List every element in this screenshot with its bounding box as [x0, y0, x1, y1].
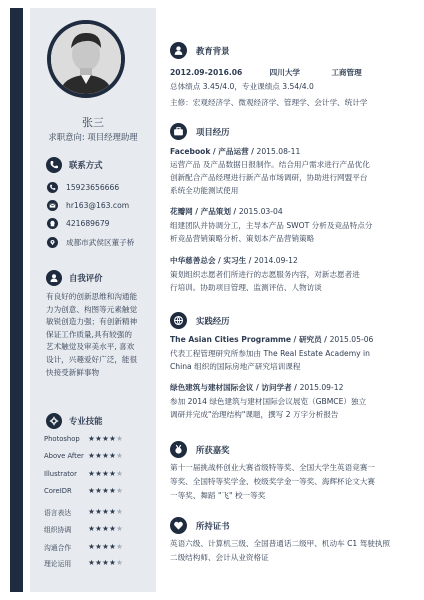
star-icon: ★: [88, 542, 95, 551]
practice-org: 绿色建筑与建材国际会议: [170, 383, 254, 392]
medal-icon: [170, 441, 187, 458]
star-icon: ★: [116, 451, 123, 460]
awards-line: 第十一届挑战杯创业大赛省级特等奖、全国大学生英语竞赛一: [170, 463, 376, 472]
skill-row: [44, 558, 154, 568]
education-title: 教育背景: [196, 45, 230, 56]
briefcase-icon: [170, 123, 187, 140]
project-org: 花瓣网: [170, 207, 193, 216]
education-header: [170, 67, 362, 80]
skill-name: Photoshop: [44, 435, 80, 443]
star-icon: ★: [88, 558, 95, 567]
education-courses: 主修：宏观经济学、微观经济学、管理学、会计学、统计学: [170, 98, 368, 107]
star-icon: ★: [109, 451, 116, 460]
skill-name: Above After: [44, 452, 84, 460]
project-date: 2014.09-12: [254, 256, 298, 265]
star-icon: ★: [109, 542, 116, 551]
skill-row: [44, 435, 154, 443]
project-header: 中华慈善总会 / 实习生 / 2014.09-12: [170, 256, 298, 265]
skill-name: CoreIDR: [44, 487, 72, 495]
star-icon: ★: [109, 469, 116, 478]
star-icon: ★: [88, 486, 95, 495]
skill-name: 理论运用: [44, 560, 72, 568]
awards-title: 所获嘉奖: [196, 444, 230, 455]
practice-section-title: [170, 312, 230, 329]
candidate-name: 张三: [82, 116, 104, 129]
star-icon: ★: [95, 558, 102, 567]
skill-rating: [88, 508, 123, 516]
skill-rating: [88, 435, 123, 443]
education-major: 工商管理: [331, 68, 362, 77]
star-icon: ★: [95, 542, 102, 551]
skill-name: 组织协调: [44, 526, 72, 534]
practice-desc-line: 调研并完成"治理结构"课题，撰写 2 万字分析报告: [170, 410, 339, 419]
contact-section-title: [46, 157, 103, 173]
skills-title: 专业技能: [69, 416, 103, 426]
star-icon: ★: [88, 524, 95, 533]
project-role: 产品策划: [200, 207, 231, 216]
skill-rating: [88, 543, 123, 551]
star-icon: ★: [102, 486, 109, 495]
star-icon: ★: [116, 542, 123, 551]
project-header: Facebook / 产品运营 / 2015.08-11: [170, 147, 301, 156]
star-icon: ★: [95, 451, 102, 460]
star-icon: ★: [102, 542, 109, 551]
star-icon: ★: [102, 451, 109, 460]
practice-org: The Asian Cities Programme: [170, 335, 292, 344]
projects-section-title: [170, 123, 230, 140]
star-icon: ★: [116, 486, 123, 495]
project-role: 实习生: [223, 256, 247, 265]
practice-title: 实践经历: [196, 315, 230, 326]
star-icon: ★: [109, 524, 116, 533]
certs-section-title: [170, 517, 230, 534]
avatar: [47, 20, 125, 98]
star-icon: ★: [116, 469, 123, 478]
certs-title: 所持证书: [196, 520, 230, 531]
star-icon: ★: [116, 524, 123, 533]
skill-rating: [88, 487, 123, 495]
star-icon: ★: [95, 469, 102, 478]
contact-icon: [46, 157, 62, 173]
star-icon: ★: [88, 507, 95, 516]
star-icon: ★: [102, 507, 109, 516]
self-eval-section-title: [46, 270, 103, 286]
skill-rating: [88, 470, 123, 478]
self-eval-icon: [46, 270, 62, 286]
skill-row: [44, 452, 154, 460]
star-icon: ★: [109, 434, 116, 443]
practice-role: 研究员: [298, 335, 322, 344]
education-school: 四川大学: [269, 68, 301, 77]
project-org: 中华慈善总会: [170, 256, 216, 265]
star-icon: ★: [102, 469, 109, 478]
education-gpa: 总体绩点 3.45/4.0，专业课绩点 3.54/4.0: [170, 82, 314, 91]
job-intent-label: 求职意向:: [48, 132, 85, 142]
star-icon: ★: [95, 434, 102, 443]
project-desc-line: 析竞品营销策略分析、策划本产品营销策略: [170, 234, 315, 243]
skill-row: [44, 470, 154, 478]
star-icon: ★: [88, 469, 95, 478]
project-org: Facebook: [170, 147, 211, 156]
awards-section-title: [170, 441, 230, 458]
star-icon: ★: [88, 451, 95, 460]
skill-name: 语言表达: [44, 509, 72, 517]
skill-name: Illustrator: [44, 470, 77, 478]
certs-line: 二级结构师、会计从业资格证: [170, 553, 269, 562]
contact-email-row: [47, 200, 129, 211]
heart-icon: [170, 517, 187, 534]
star-icon: ★: [95, 486, 102, 495]
self-eval-line: 艺术触觉及审美水平, 喜欢: [46, 342, 135, 352]
skill-row: [44, 487, 154, 495]
skills-icon: [46, 413, 62, 429]
practice-desc-line: 代表工程管理研究所参加由 The Real Estate Academy in: [170, 349, 370, 358]
globe-icon: [170, 312, 187, 329]
self-eval-line: 保证工作质量,具有较强的: [46, 329, 132, 339]
self-eval-line: 力为创意、构图等元素触觉: [46, 304, 138, 314]
project-date: 2015.08-11: [256, 147, 301, 156]
skill-rating: [88, 559, 123, 567]
education-section-title: [170, 42, 230, 59]
contact-qq-row: [47, 218, 109, 229]
email-address[interactable]: hr163@163.com: [66, 201, 130, 210]
practice-header: The Asian Cities Programme / 研究员 / 2015.05-06: [170, 335, 374, 344]
contact-title: 联系方式: [69, 160, 103, 170]
star-icon: ★: [116, 507, 123, 516]
skills-section-title: [46, 413, 103, 429]
job-intent-value: 项目经理助理: [87, 132, 138, 142]
star-icon: ★: [116, 434, 123, 443]
practice-role: 访问学者: [261, 383, 292, 392]
project-desc-line: 系统全功能测试使用: [170, 186, 239, 195]
education-user-icon: [170, 42, 187, 59]
star-icon: ★: [102, 434, 109, 443]
star-icon: ★: [95, 524, 102, 533]
star-icon: ★: [116, 558, 123, 567]
email-icon: [47, 200, 58, 211]
self-eval-line: 快接受新鲜事物: [46, 367, 100, 377]
project-desc-line: 行培训。协助项目管理、监测评估、人物访谈: [170, 283, 322, 292]
star-icon: ★: [109, 486, 116, 495]
skill-row: [44, 507, 154, 517]
practice-desc-line: 参加 2014 绿色建筑与建材国际会议展览（GBMCE）独立: [170, 397, 367, 406]
practice-header: 绿色建筑与建材国际会议 / 访问学者 / 2015.09-12: [170, 383, 344, 392]
education-period: 2012.09-2016.06: [170, 68, 243, 77]
self-eval-line: 敏锐创造力强；有创新精神: [46, 317, 138, 327]
self-eval-line: 有良好的创新思维和沟通能: [46, 292, 138, 301]
skill-name: 沟通合作: [44, 544, 72, 552]
location-text: 成都市武侯区董子桥: [66, 238, 135, 247]
practice-desc-line: China 组织的国际房地产研究培训课程: [170, 362, 301, 371]
phone-icon: [47, 182, 58, 193]
qq-icon: [47, 218, 58, 229]
portrait-photo: [51, 24, 121, 94]
practice-date: 2015.05-06: [329, 335, 374, 344]
awards-line: 等奖、全国特等奖学金、校级奖学金一等奖、海辉杯论文大赛: [170, 477, 376, 486]
job-intent: [30, 131, 156, 143]
contact-location-row: [47, 237, 134, 248]
skill-rating: [88, 525, 123, 533]
contact-phone-row: [47, 182, 119, 193]
project-desc-line: 创新配合产品经理进行新产品市场调研，协助进行网盟平台: [170, 173, 368, 182]
qq-number[interactable]: 421689679: [66, 219, 110, 228]
star-icon: ★: [88, 434, 95, 443]
project-date: 2015.03-04: [238, 207, 283, 216]
certs-line: 英语六级、计算机三级、全国普通话二级甲、机动车 C1 驾驶执照: [170, 539, 390, 548]
star-icon: ★: [109, 507, 116, 516]
skill-row: [44, 524, 154, 534]
phone-number[interactable]: 15923656666: [66, 183, 120, 192]
left-accent-strip: [10, 8, 23, 592]
self-eval-title: 自我评价: [69, 273, 103, 283]
practice-date: 2015.09-12: [299, 383, 344, 392]
project-desc-line: 策划组织志愿者们所进行的志愿服务内容，对新志愿者进: [170, 270, 360, 279]
skill-rating: [88, 452, 123, 460]
awards-line: 一等奖、舞蹈 "飞" 校一等奖: [170, 491, 266, 500]
location-pin-icon: [47, 237, 58, 248]
star-icon: ★: [95, 507, 102, 516]
project-desc-line: 组建团队并协调分工，主导本产品 SWOT 分析及竞品特点分: [170, 221, 373, 230]
star-icon: ★: [102, 524, 109, 533]
skill-row: [44, 542, 154, 552]
projects-title: 项目经历: [196, 126, 230, 137]
project-header: 花瓣网 / 产品策划 / 2015.03-04: [170, 207, 283, 216]
self-eval-line: 设计，兴趣爱好广泛，能很: [46, 354, 138, 364]
star-icon: ★: [109, 558, 116, 567]
project-role: 产品运营: [218, 147, 249, 156]
project-desc-line: 运营产品 及产品数据日报制作。结合用户需求进行产品优化: [170, 160, 370, 169]
star-icon: ★: [102, 558, 109, 567]
self-eval-text: [46, 291, 154, 379]
